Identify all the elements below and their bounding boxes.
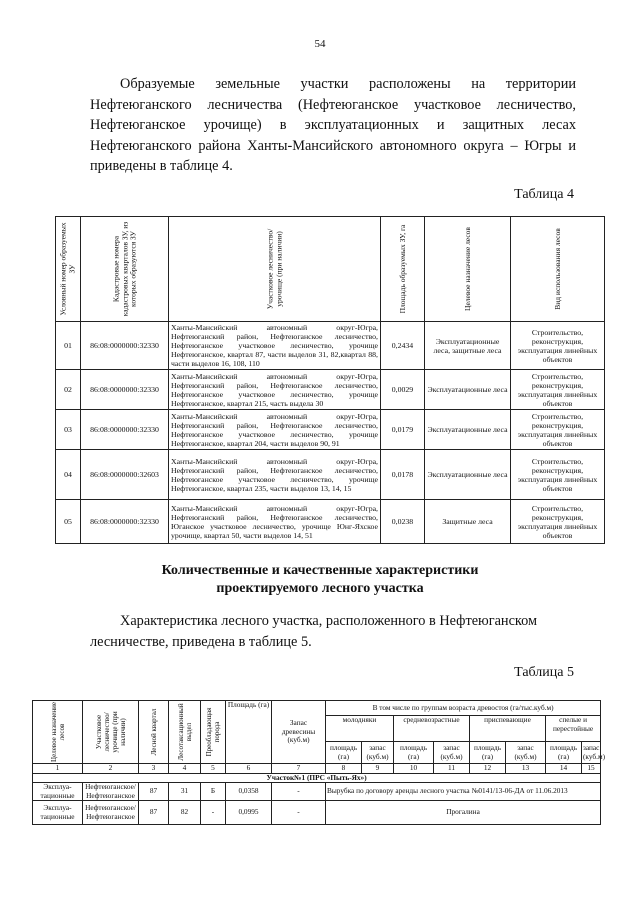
row-use: Строительство, реконструкция, эксплуатация линейных объектов <box>511 500 605 544</box>
row-area: 0,2434 <box>381 322 425 370</box>
table-row <box>33 801 601 825</box>
table5-header-middle-aged: средневозрастные <box>394 716 470 742</box>
row-num: 05 <box>56 500 81 544</box>
row-use: Строительство, реконструкция, эксплуатация линейных объектов <box>511 450 605 500</box>
table5-intro-text: Характеристика лесного участка, расположенного в Нефтеюганском лесничестве, приведена в таблице 5. <box>90 613 538 650</box>
table4-header-area: Площадь образуемых ЗУ, га <box>397 224 407 314</box>
row-area: 0,0178 <box>381 450 425 500</box>
table5-header-area: Площадь (га) <box>226 701 272 764</box>
row-cadastral: 86:08:0000000:32330 <box>81 322 169 370</box>
table4-caption: Таблица 4 <box>514 187 574 202</box>
table5-intro-paragraph <box>90 611 582 652</box>
row-note: Прогалина <box>326 801 601 825</box>
table4-header-num: Условный номер образуемых ЗУ <box>58 222 76 316</box>
table5-header-mature: спелые и перестойные <box>546 716 601 742</box>
row-use: Строительство, реконструкция, эксплуатация линейных объектов <box>511 370 605 410</box>
row-purpose: Эксплуатационные леса, защитные леса <box>425 322 511 370</box>
table5-header-species: Преобладающая порода <box>205 707 221 757</box>
row-species: - <box>201 801 226 825</box>
table4-header-purpose: Целевое назначение лесов <box>462 227 472 311</box>
col-number: 1 <box>33 764 83 774</box>
row-area: 0,0358 <box>226 783 272 801</box>
row-location: Ханты-Мансийский автономный округ-Югра, Нефтеюганский район, Нефтеюганское лесничество, Юганское участковое лесничество, урочище Юнг-Яхское урочище, квартал 50, части выделов 14, 51 <box>169 500 381 544</box>
row-purpose: Эксплуатационные леса <box>425 370 511 410</box>
table5-section-title: Участок№1 (ПРС «Пыть-Ях») <box>33 773 601 783</box>
row-cadastral: 86:08:0000000:32330 <box>81 500 169 544</box>
row-location: Ханты-Мансийский автономный округ-Югра, Нефтеюганский район, Нефтеюганское лесничество, Нефтеюганское участковое лесничество, урочище Нефтеюганское, квартал 204, части выделов 90, 91 <box>169 410 381 450</box>
sub-stock: запас (куб.м) <box>434 742 470 764</box>
row-area: 0,0029 <box>381 370 425 410</box>
row-use: Строительство, реконструкция, эксплуатация линейных объектов <box>511 322 605 370</box>
page-number: 54 <box>314 38 326 50</box>
col-number: 9 <box>362 764 394 774</box>
table4-header-cadastral: Кадастровые номера кадастровых кварталов ЗУ, из которых образуются ЗУ <box>110 221 137 317</box>
intro-text: Образуемые земельные участки расположены на территории Нефтеюганского лесничества (Нефтеюганское участковое лесничество, Нефтеюганское урочище) в эксплуатационных и защитных лесах Нефтеюганского района Ханты-Мансийского автономного округа – Югры и приведены в таблице 4. <box>90 76 576 174</box>
row-quarter: 87 <box>139 801 169 825</box>
col-number: 2 <box>83 764 139 774</box>
row-num: 01 <box>56 322 81 370</box>
col-number: 3 <box>139 764 169 774</box>
row-purpose: Эксплуатационные леса <box>425 410 511 450</box>
row-vydel: 31 <box>169 783 201 801</box>
row-cadastral: 86:08:0000000:32603 <box>81 450 169 500</box>
row-area: 0,0238 <box>381 500 425 544</box>
row-location: Ханты-Мансийский автономный округ-Югра, Нефтеюганский район, Нефтеюганское лесничество, Нефтеюганское участковое лесничество, урочище Нефтеюганское, квартал 235, части выделов 13, 14, 15 <box>169 450 381 500</box>
row-district: Нефтеюганское/ Нефтеюганское <box>83 783 139 801</box>
table5-header-purpose: Целевое назначение лесов <box>49 702 66 762</box>
table5-header-quarter: Лесной квартал <box>149 708 158 756</box>
table-row <box>56 450 605 500</box>
col-number: 14 <box>546 764 582 774</box>
col-number: 12 <box>470 764 506 774</box>
table-row <box>56 410 605 450</box>
table5-caption: Таблица 5 <box>514 665 574 680</box>
table4-header-row <box>56 217 605 322</box>
table4-header-use: Вид использования лесов <box>552 228 562 310</box>
row-purpose: Эксплуа-тационные <box>33 801 83 825</box>
row-cadastral: 86:08:0000000:32330 <box>81 410 169 450</box>
section-heading-line2: проектируемого лесного участка <box>216 581 424 596</box>
row-quarter: 87 <box>139 783 169 801</box>
table4-header-district: Участковое лесничество/урочище (при наличии) <box>265 228 283 310</box>
col-number: 10 <box>394 764 434 774</box>
sub-area: площадь (га) <box>546 742 582 764</box>
table5-header-age-groups: В том числе по группам возраста древостоя (га/тыс.куб.м) <box>326 701 601 716</box>
table-row <box>33 783 601 801</box>
table-row <box>56 322 605 370</box>
table-row <box>56 370 605 410</box>
row-note: Вырубка по договору аренды лесного участка №0141/13-06-ДА от 11.06.2013 <box>326 783 601 801</box>
sub-stock: запас (куб.м) <box>582 742 601 764</box>
table-row <box>56 500 605 544</box>
col-number: 15 <box>582 764 601 774</box>
table5-header-maturing: приспевающие <box>470 716 546 742</box>
col-number: 7 <box>272 764 326 774</box>
row-num: 04 <box>56 450 81 500</box>
row-vydel: 82 <box>169 801 201 825</box>
col-number: 5 <box>201 764 226 774</box>
row-stock: - <box>272 783 326 801</box>
table5-header-district: Участковое лесничество/ урочище (при наличии) <box>94 711 127 753</box>
intro-paragraph <box>90 74 576 177</box>
sub-area: площадь (га) <box>394 742 434 764</box>
col-number: 4 <box>169 764 201 774</box>
column-number-row <box>33 764 601 774</box>
row-species: Б <box>201 783 226 801</box>
row-location: Ханты-Мансийский автономный округ-Югра, Нефтеюганский район, Нефтеюганское лесничество, Нефтеюганское участковое лесничество, урочище Нефтеюганское, квартал 87, части выделов 31, 82,квартал 88, части выделов 16, 108, 110 <box>169 322 381 370</box>
row-num: 02 <box>56 370 81 410</box>
row-cadastral: 86:08:0000000:32330 <box>81 370 169 410</box>
col-number: 13 <box>506 764 546 774</box>
table-4 <box>55 216 605 544</box>
sub-area: площадь (га) <box>470 742 506 764</box>
row-purpose: Защитные леса <box>425 500 511 544</box>
col-number: 11 <box>434 764 470 774</box>
row-purpose: Эксплуа-тационные <box>33 783 83 801</box>
sub-area: площадь (га) <box>326 742 362 764</box>
col-number: 8 <box>326 764 362 774</box>
section-heading <box>0 562 640 598</box>
table5-header-young: молодняки <box>326 716 394 742</box>
row-stock: - <box>272 801 326 825</box>
table-5 <box>32 700 606 825</box>
section-heading-line1: Количественные и качественные характеристики <box>161 563 479 578</box>
row-use: Строительство, реконструкция, эксплуатация линейных объектов <box>511 410 605 450</box>
row-district: Нефтеюганское/ Нефтеюганское <box>83 801 139 825</box>
sub-stock: запас (куб.м) <box>506 742 546 764</box>
table5-header-vydel: Лесотаксационный выдел <box>176 703 193 761</box>
row-area: 0,0995 <box>226 801 272 825</box>
row-purpose: Эксплуатационные леса <box>425 450 511 500</box>
row-location: Ханты-Мансийский автономный округ-Югра, Нефтеюганский район, Нефтеюганское лесничество, Нефтеюганское участковое лесничество, урочище Нефтеюганское, квартал 215, часть выдела 30 <box>169 370 381 410</box>
row-area: 0,0179 <box>381 410 425 450</box>
row-num: 03 <box>56 410 81 450</box>
col-number: 6 <box>226 764 272 774</box>
sub-stock: запас (куб.м) <box>362 742 394 764</box>
table5-header-stock: Запас древесины (куб.м) <box>272 701 326 764</box>
